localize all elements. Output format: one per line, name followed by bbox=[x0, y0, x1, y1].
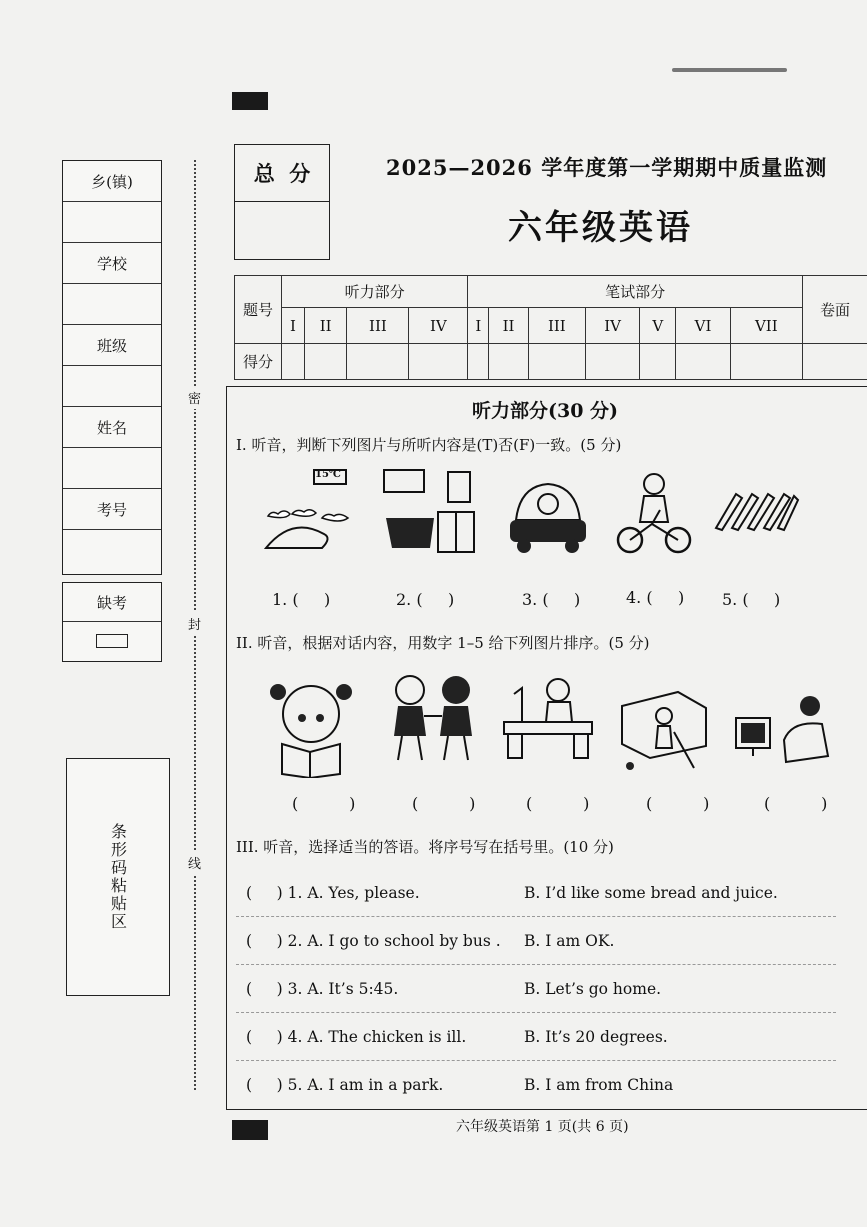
score-cell[interactable] bbox=[409, 344, 468, 380]
subject-title: 六年级英语 bbox=[508, 208, 693, 248]
part2-answer-5[interactable]: ( ) bbox=[764, 794, 828, 813]
exam-title: 2025—2026 学年度第一学期期中质量监测 bbox=[386, 155, 828, 180]
option-b: B. I’d like some bread and juice. bbox=[524, 884, 778, 902]
registration-mark bbox=[232, 1120, 268, 1140]
option-a: 5. A. I am in a park. bbox=[287, 1076, 444, 1094]
score-cell[interactable] bbox=[586, 344, 640, 380]
tv-watching-icon bbox=[732, 690, 832, 774]
answer-blank[interactable]: ( ) bbox=[246, 980, 283, 998]
option-b: B. It’s 20 degrees. bbox=[524, 1028, 668, 1046]
row-separator bbox=[236, 916, 836, 917]
page-footer: 六年级英语第 1 页(共 6 页) bbox=[456, 1119, 629, 1135]
exam-number-field[interactable] bbox=[63, 530, 161, 574]
question-row bbox=[246, 980, 846, 998]
col-listening-2: II bbox=[304, 308, 347, 344]
absent-checkbox[interactable] bbox=[96, 634, 128, 648]
option-a: 3. A. It’s 5:45. bbox=[287, 980, 399, 998]
col-listening-4: IV bbox=[409, 308, 468, 344]
name-label: 姓名 bbox=[63, 407, 161, 448]
scan-smudge bbox=[672, 68, 787, 72]
row-separator bbox=[236, 964, 836, 965]
part2-instruction: II. 听音，根据对话内容，用数字 1–5 给下列图片排序。(5 分) bbox=[236, 634, 650, 652]
option-a: 2. A. I go to school by bus . bbox=[287, 932, 501, 950]
total-score-box bbox=[234, 144, 330, 260]
section-title: 听力部分(30 分) bbox=[472, 400, 619, 422]
part1-answer-3[interactable]: 3. ( ) bbox=[522, 590, 581, 609]
answer-blank[interactable]: ( ) bbox=[246, 1028, 283, 1046]
barcode-label: 条形码粘贴区 bbox=[108, 823, 128, 931]
col-listening-1: I bbox=[282, 308, 305, 344]
part3-instruction: III. 听音，选择适当的答语。将序号写在括号里。(10 分) bbox=[236, 838, 614, 856]
absent-box bbox=[62, 582, 162, 662]
score-row-label: 得分 bbox=[235, 344, 282, 380]
town-field[interactable] bbox=[63, 202, 161, 243]
bike-rider-icon bbox=[616, 470, 692, 558]
option-b: B. I am from China bbox=[524, 1076, 674, 1094]
total-score-field[interactable] bbox=[235, 202, 329, 258]
option-a: 1. A. Yes, please. bbox=[287, 884, 420, 902]
desk-study-icon bbox=[500, 676, 596, 760]
score-cell[interactable] bbox=[676, 344, 730, 380]
written-header: 笔试部分 bbox=[468, 276, 803, 308]
school-field[interactable] bbox=[63, 284, 161, 325]
score-cell[interactable] bbox=[347, 344, 409, 380]
reading-girl-icon bbox=[266, 678, 356, 778]
question-row bbox=[246, 1028, 846, 1046]
part1-answer-5[interactable]: 5. ( ) bbox=[722, 590, 781, 609]
score-cell[interactable] bbox=[304, 344, 347, 380]
sweeping-icon bbox=[618, 686, 710, 772]
col-written-2: II bbox=[489, 308, 528, 344]
row-separator bbox=[236, 1012, 836, 1013]
answer-blank[interactable]: ( ) bbox=[246, 884, 283, 902]
student-info-box bbox=[62, 160, 162, 575]
col-listening-3: III bbox=[347, 308, 409, 344]
question-row bbox=[246, 932, 846, 950]
class-label: 班级 bbox=[63, 325, 161, 366]
temperature-label: 15℃ bbox=[315, 469, 341, 480]
question-row bbox=[246, 1076, 846, 1094]
listening-header: 听力部分 bbox=[282, 276, 468, 308]
row-separator bbox=[236, 1060, 836, 1061]
exam-number-label: 考号 bbox=[63, 489, 161, 530]
score-cell[interactable] bbox=[640, 344, 676, 380]
cloud-icon bbox=[262, 468, 354, 556]
barcode-area bbox=[66, 758, 170, 996]
col-written-5: V bbox=[640, 308, 676, 344]
pencils-icon bbox=[712, 488, 800, 532]
score-cell[interactable] bbox=[803, 344, 867, 380]
part1-answer-1[interactable]: 1. ( ) bbox=[272, 590, 331, 609]
seal-char-mi: 密 bbox=[188, 386, 201, 409]
answer-blank[interactable]: ( ) bbox=[246, 932, 283, 950]
part2-answer-2[interactable]: ( ) bbox=[412, 794, 476, 813]
score-cell[interactable] bbox=[730, 344, 802, 380]
col-written-4: IV bbox=[586, 308, 640, 344]
school-label: 学校 bbox=[63, 243, 161, 284]
class-field[interactable] bbox=[63, 366, 161, 407]
score-table bbox=[234, 275, 867, 380]
col-written-1: I bbox=[468, 308, 489, 344]
seal-char-xian: 线 bbox=[188, 851, 201, 874]
town-label: 乡(镇) bbox=[63, 161, 161, 202]
option-a: 4. A. The chicken is ill. bbox=[287, 1028, 467, 1046]
bathroom-icon bbox=[382, 468, 478, 556]
absent-label: 缺考 bbox=[63, 583, 161, 622]
kids-playing-icon bbox=[380, 672, 484, 764]
col-written-6: VI bbox=[676, 308, 730, 344]
seal-char-feng: 封 bbox=[188, 612, 201, 635]
car-driver-icon bbox=[508, 470, 588, 556]
part2-answer-4[interactable]: ( ) bbox=[646, 794, 710, 813]
name-field[interactable] bbox=[63, 448, 161, 489]
question-number-label: 题号 bbox=[235, 276, 282, 344]
total-score-label: 总 分 bbox=[235, 145, 329, 202]
score-cell[interactable] bbox=[528, 344, 585, 380]
part2-answer-3[interactable]: ( ) bbox=[526, 794, 590, 813]
paper-header: 卷面 bbox=[803, 276, 867, 344]
answer-blank[interactable]: ( ) bbox=[246, 1076, 283, 1094]
part1-answer-4[interactable]: 4. ( ) bbox=[626, 588, 685, 607]
registration-mark bbox=[232, 92, 268, 110]
question-row bbox=[246, 884, 846, 902]
score-cell[interactable] bbox=[468, 344, 489, 380]
option-b: B. I am OK. bbox=[524, 932, 615, 950]
score-cell[interactable] bbox=[282, 344, 305, 380]
part1-instruction: I. 听音，判断下列图片与所听内容是(T)否(F)一致。(5 分) bbox=[236, 436, 622, 454]
score-cell[interactable] bbox=[489, 344, 528, 380]
col-written-3: III bbox=[528, 308, 585, 344]
option-b: B. Let’s go home. bbox=[524, 980, 662, 998]
part1-answer-2[interactable]: 2. ( ) bbox=[396, 590, 455, 609]
col-written-7: VII bbox=[730, 308, 802, 344]
part2-answer-1[interactable]: ( ) bbox=[292, 794, 356, 813]
